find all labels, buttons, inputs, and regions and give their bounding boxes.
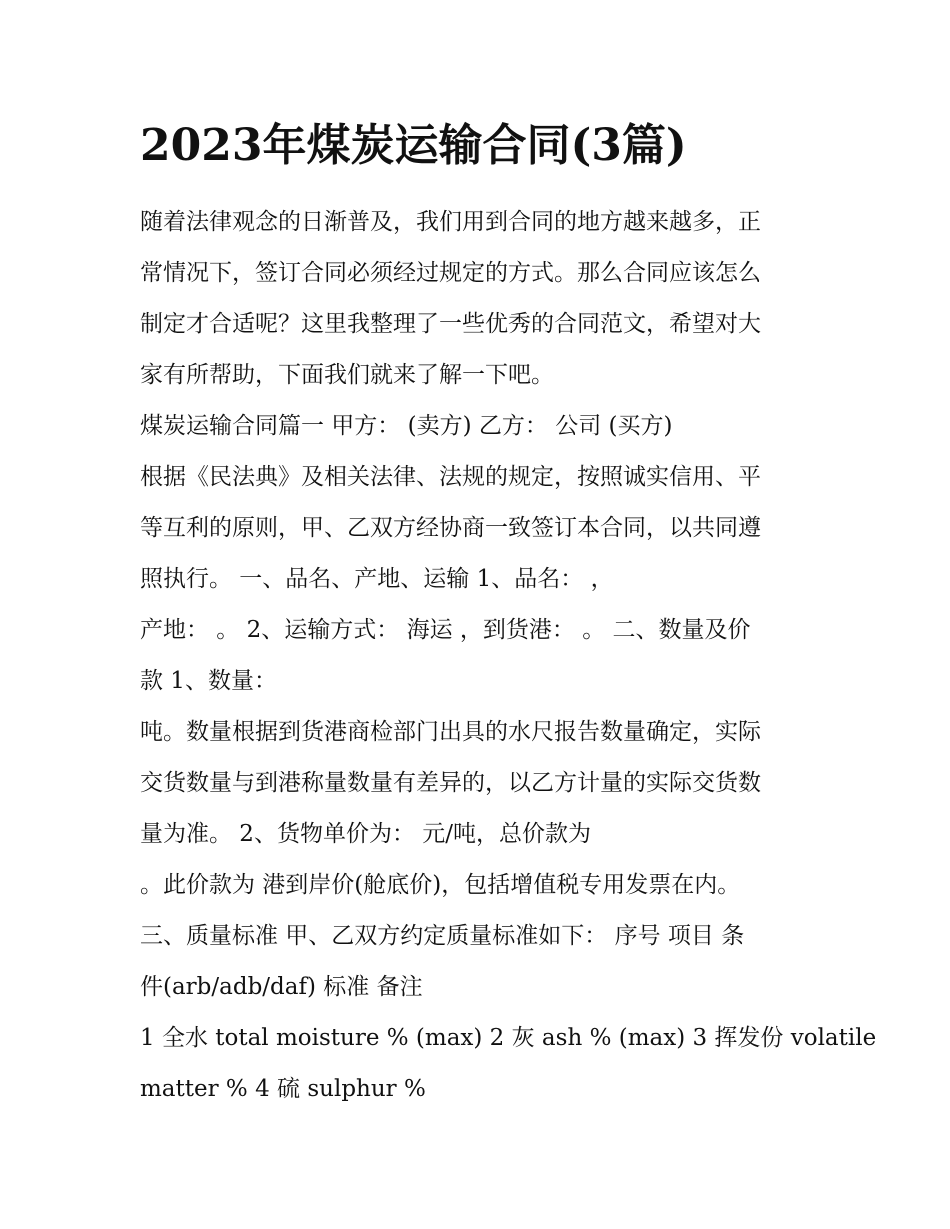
body-line: 1 全水 total moisture % (max) 2 灰 ash % (max) 3 挥发份 volatile	[140, 1025, 877, 1051]
document-body	[140, 197, 877, 1115]
body-line: matter % 4 硫 sulphur %	[140, 1076, 426, 1102]
body-line: 家有所帮助，下面我们就来了解一下吧。	[140, 362, 554, 388]
body-line: 等互利的原则，甲、乙双方经协商一致签订本合同，以共同遵	[140, 515, 761, 541]
body-line: 煤炭运输合同篇一 甲方： (卖方) 乙方： 公司 (买方)	[140, 413, 673, 439]
body-line: 量为准。 2、货物单价为： 元/吨，总价款为	[140, 821, 592, 847]
body-line: 三、质量标准 甲、乙双方约定质量标准如下： 序号 项目 条	[140, 923, 745, 949]
body-line: 交货数量与到港称量数量有差异的，以乙方计量的实际交货数	[140, 770, 761, 796]
body-line: 件(arb/adb/daf) 标准 备注	[140, 974, 423, 1000]
body-line: 随着法律观念的日渐普及，我们用到合同的地方越来越多，正	[140, 209, 761, 235]
body-line: 产地： 。 2、运输方式： 海运 ，到货港： 。 二、数量及价	[140, 617, 751, 643]
document-title: 2023年煤炭运输合同(3篇)	[140, 120, 687, 171]
body-line: 照执行。 一、品名、产地、运输 1、品名： ，	[140, 566, 614, 592]
body-line: 吨。数量根据到货港商检部门出具的水尺报告数量确定，实际	[140, 719, 761, 745]
body-line: 根据《民法典》及相关法律、法规的规定，按照诚实信用、平	[140, 464, 761, 490]
body-line: 常情况下，签订合同必须经过规定的方式。那么合同应该怎么	[140, 260, 761, 286]
body-line: 。此价款为 港到岸价(舱底价)，包括增值税专用发票在内。	[140, 872, 741, 898]
body-line: 制定才合适呢？这里我整理了一些优秀的合同范文，希望对大	[140, 311, 761, 337]
body-line: 款 1、数量：	[140, 668, 277, 694]
